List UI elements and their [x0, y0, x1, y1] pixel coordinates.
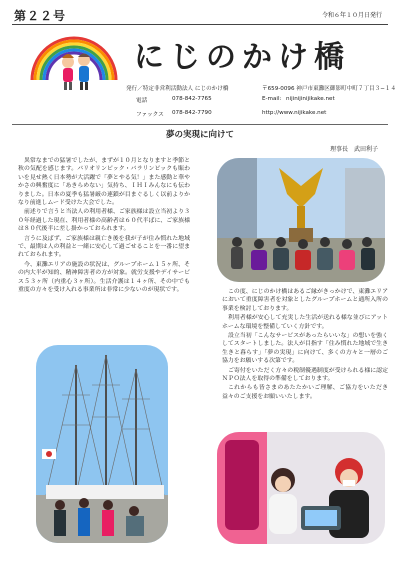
- paragraph: 今、東灘エリアの施設の状況は、グループホーム１５ヶ所、その内大半が知的、精神障害者の方が対象。就労支援やデイサービス５３ヶ所（内重心３ヶ所）。生活介護は１４ヶ所、その中でも重度の方々を受け入れる事業所は非常に少ないのが現状です。: [18, 261, 190, 294]
- article-right-column: [222, 288, 388, 402]
- paragraph: これからも皆さまのあたたかいご理解、ご協力をいただき益々のご支援をお願いいたします。: [222, 385, 388, 400]
- article-headline: 夢の実現に向けて: [165, 130, 234, 140]
- paragraph: 言うに及ばず、ご家族様は親亡き後を我が子が住み慣れた地域で、最期は人の利益と一緒に安心して過ごせることを一番に望まれておられます。: [18, 235, 190, 259]
- masthead-title: にじのかけ橋: [134, 40, 350, 75]
- tall-ship-photo: [36, 345, 168, 543]
- fax-label: ファックス: [136, 112, 164, 118]
- header-rule: [12, 124, 388, 125]
- email-address: nijinijinijikake.net: [286, 96, 335, 102]
- paragraph: 前述りで言うと当法人の利用者様、ご家族様は設立当初より３０年経過した現在、利用者様の高齢者は６０代半ばに、ご家族様は８０代後半に差し掛かっておられます。: [18, 209, 190, 233]
- children-with-tablet-photo: [217, 432, 385, 544]
- top-rule: [12, 24, 388, 25]
- article-left-column: [18, 157, 190, 296]
- email-label: E-mail:: [262, 96, 282, 102]
- fax-number: 078-842-7790: [172, 110, 212, 116]
- paragraph: 設立当初「こんなサービスがあったらいいな」の想いを強くしてスタートしました。法人が目指す「住み慣れた地域で生き生きと暮らす」「夢の実現」に向けて、多くの方々と一層のご協力をお願いする次第です。: [222, 333, 388, 365]
- tel-number: 078-842-7765: [172, 96, 212, 102]
- tel-label: 電話: [136, 98, 148, 104]
- paragraph: ご寄付をいただく方々の税制優遇制度が受けられる様に認定ＮＰＯ法人を取得の準備をしております。: [222, 367, 388, 383]
- paragraph: 異常なまでの猛暑でしたが、まずが１０月となりますと季節と秋の気配を感じます。パリオリンピック・パラリンピックも賑わいを見せ熱く日本勢が大活躍で「夢とやる気！」また感動と華やかさの興奮度に「あきらめない」気持ち、ＩＨＩみんなにも伝わりました。日本の夏季も猛暑厳の連鎖が目まぐるしく以前よりかなり前進しムード受けた大会でした。: [18, 158, 190, 207]
- group-outdoor-photo: [217, 158, 385, 282]
- paragraph: この度、にじのかけ橋はあるご縁がきっかけで、東灘エリアにおいて重度障害者を対象としたグループホームと通所入所の事業を検討しております。: [222, 289, 388, 312]
- rainbow-logo: [26, 28, 122, 92]
- issue-number: 第２２号: [14, 9, 67, 23]
- paragraph: 利用者様が安心して充実した生活が送れる様な並びにアットホームな環境を整備していく方針です。: [222, 315, 388, 330]
- website-url[interactable]: http://www.nijikake.net: [262, 110, 327, 116]
- article-author: 理事長 武田利子: [329, 146, 378, 153]
- publisher-line: 発行／特定非営利活動法人 にじのかけ橋: [126, 86, 229, 92]
- issue-date: 令和６年１０月日発行: [321, 12, 382, 19]
- address: 〒659-0096 神戸市東灘区御影町中町７丁目３−１４: [262, 86, 397, 92]
